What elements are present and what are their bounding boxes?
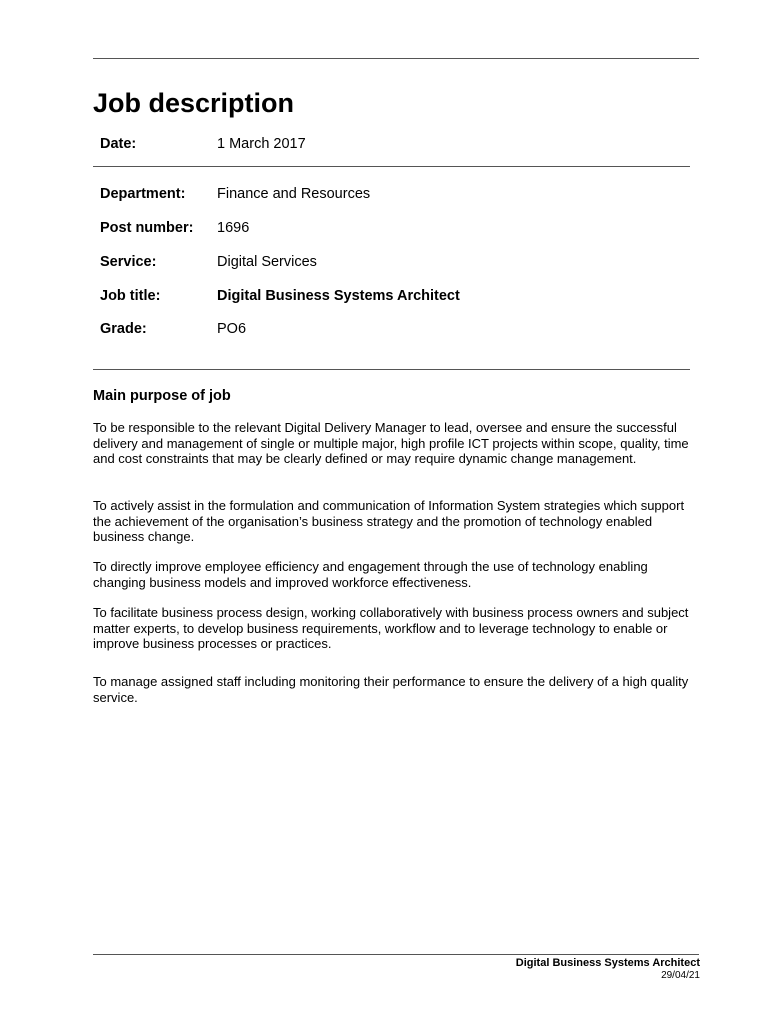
post-number-value: 1696 [217,220,250,236]
purpose-paragraph: To actively assist in the formulation and communication of Information System strategies which support the achievement of the organisation’s business strategy and the promotion of technology enabled business change. [93,498,685,545]
fields-divider [93,369,690,370]
service-label: Service: [100,254,157,270]
header-divider [93,166,690,167]
department-label: Department: [100,186,186,202]
job-title-value: Digital Business Systems Architect [217,288,460,304]
date-value: 1 March 2017 [217,136,306,152]
page-title: Job description [93,88,295,118]
post-number-label: Post number: [100,220,194,236]
footer-date: 29/04/21 [661,970,700,981]
grade-value: PO6 [217,321,247,337]
purpose-paragraph: To manage assigned staff including monitoring their performance to ensure the delivery of a high quality service. [93,674,689,705]
service-value: Digital Services [217,254,317,270]
purpose-paragraph: To directly improve employee efficiency and engagement through the use of technology enabling changing business models and improved workforce effectiveness. [93,559,648,590]
job-title-label: Job title: [100,288,161,304]
main-purpose-heading: Main purpose of job [93,388,231,404]
footer-title: Digital Business Systems Architect [515,957,700,969]
purpose-paragraph: To be responsible to the relevant Digital Delivery Manager to lead, oversee and ensure the successful delivery and management of single or multiple major, high profile ICT projects within scope, quality, time and cost constraints that may be clearly defined or may require dynamic change management. [93,420,689,467]
date-label: Date: [100,136,137,152]
footer-divider [93,954,699,955]
purpose-paragraph: To facilitate business process design, working collaboratively with business process owners and subject matter experts, to develop business requirements, workflow and to leverage technology to enable or improve business processes or practices. [93,605,689,652]
department-value: Finance and Resources [217,186,371,202]
grade-label: Grade: [100,321,147,337]
top-divider [93,58,699,59]
